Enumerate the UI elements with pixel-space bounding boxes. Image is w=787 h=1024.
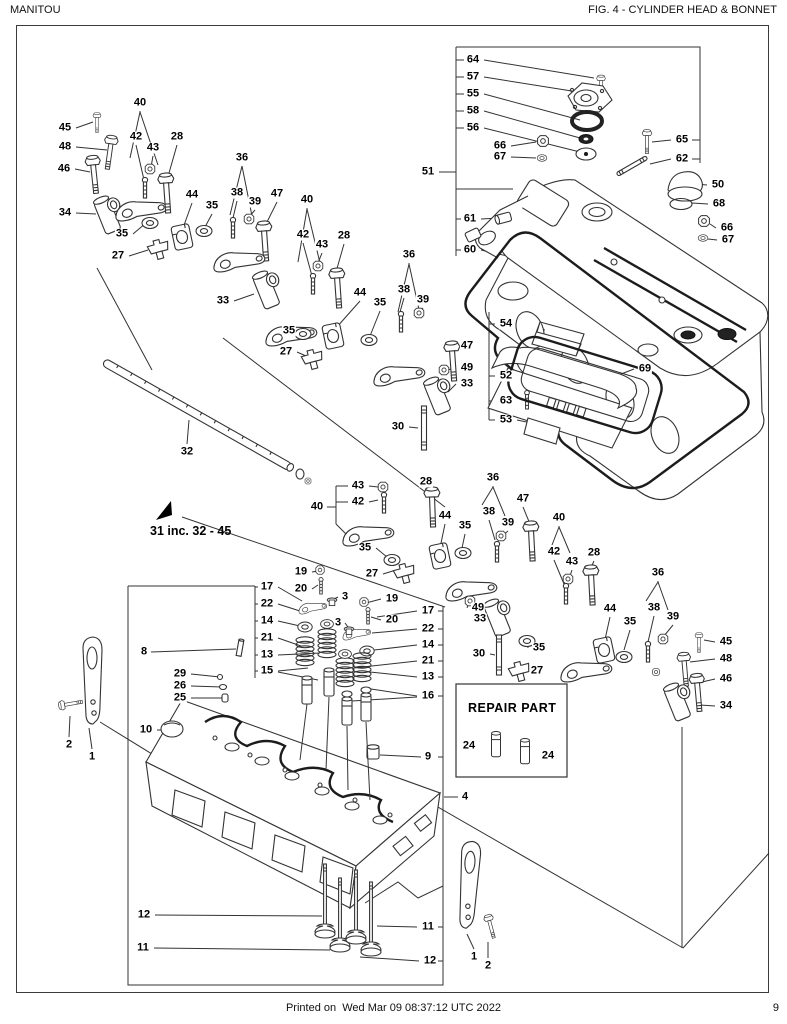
callout-43: 43	[146, 141, 160, 154]
callout-42: 42	[129, 130, 143, 143]
callout-28: 28	[419, 475, 433, 488]
callout-67: 67	[493, 150, 507, 163]
callout-38: 38	[647, 601, 661, 614]
callout-11: 11	[137, 941, 149, 954]
callout-40: 40	[300, 193, 314, 206]
callout-69: 69	[638, 362, 652, 375]
callout-47: 47	[270, 187, 284, 200]
callout-56: 56	[466, 121, 480, 134]
callout-35: 35	[458, 519, 472, 532]
callout-26: 26	[173, 679, 187, 692]
callout-66: 66	[720, 221, 734, 234]
assembly-note: 31 inc. 32 - 45	[150, 524, 232, 538]
callout-8: 8	[140, 645, 148, 658]
callout-60: 60	[463, 243, 477, 256]
callout-22: 22	[260, 597, 274, 610]
callout-2: 2	[65, 738, 73, 751]
callout-36: 36	[235, 151, 249, 164]
callout-33: 33	[473, 612, 487, 625]
callout-42: 42	[296, 228, 310, 241]
callout-15: 15	[260, 664, 274, 677]
callout-35: 35	[205, 199, 219, 212]
callout-45: 45	[58, 121, 72, 134]
callout-43: 43	[565, 555, 579, 568]
callout-39: 39	[416, 293, 430, 306]
callout-44: 44	[438, 509, 452, 522]
callout-35: 35	[358, 541, 372, 554]
callout-24: 24	[541, 749, 555, 762]
callout-50: 50	[711, 178, 725, 191]
callout-36: 36	[651, 566, 665, 579]
printed-timestamp: Printed on Wed Mar 09 08:37:12 UTC 2022	[285, 1002, 502, 1014]
callout-19: 19	[385, 592, 399, 605]
callout-54: 54	[499, 317, 513, 330]
callout-36: 36	[402, 248, 416, 261]
callout-48: 48	[719, 652, 733, 665]
callout-20: 20	[385, 613, 399, 626]
callout-9: 9	[424, 750, 432, 763]
callout-33: 33	[460, 377, 474, 390]
callout-22: 22	[421, 622, 435, 635]
callout-53: 53	[499, 413, 513, 426]
callout-2: 2	[484, 959, 492, 972]
callout-46: 46	[719, 672, 733, 685]
callout-14: 14	[421, 638, 435, 651]
callout-44: 44	[185, 188, 199, 201]
callout-3: 3	[334, 616, 342, 629]
callout-63: 63	[499, 394, 513, 407]
callout-48: 48	[58, 140, 72, 153]
callout-17: 17	[260, 580, 274, 593]
brand-text: MANITOU	[10, 4, 61, 16]
callout-35: 35	[373, 296, 387, 309]
callout-39: 39	[248, 195, 262, 208]
callout-68: 68	[712, 197, 726, 210]
callout-47: 47	[516, 492, 530, 505]
callout-19: 19	[294, 565, 308, 578]
callout-25: 25	[173, 691, 187, 704]
callout-46: 46	[57, 162, 71, 175]
callout-43: 43	[351, 479, 365, 492]
callout-33: 33	[216, 294, 230, 307]
callout-42: 42	[351, 495, 365, 508]
callout-21: 21	[260, 631, 274, 644]
callout-49: 49	[460, 361, 474, 374]
callout-29: 29	[173, 667, 187, 680]
callout-17: 17	[421, 604, 435, 617]
callout-16: 16	[421, 689, 435, 702]
callout-49: 49	[471, 601, 485, 614]
callout-61: 61	[463, 212, 477, 225]
callout-42: 42	[547, 545, 561, 558]
callout-51: 51	[421, 165, 435, 178]
repair-part-title: REPAIR PART	[468, 701, 557, 715]
callout-65: 65	[675, 133, 689, 146]
page-number: 9	[772, 1002, 779, 1014]
callout-4: 4	[461, 790, 469, 803]
callout-38: 38	[482, 505, 496, 518]
callout-38: 38	[230, 186, 244, 199]
callout-14: 14	[260, 614, 274, 627]
callout-35: 35	[532, 641, 546, 654]
callout-13: 13	[421, 670, 435, 683]
callout-40: 40	[133, 96, 147, 109]
callout-39: 39	[666, 610, 680, 623]
callout-44: 44	[353, 286, 367, 299]
callout-12: 12	[423, 954, 437, 967]
callout-34: 34	[58, 206, 72, 219]
callout-10: 10	[139, 723, 153, 736]
callout-35: 35	[115, 227, 129, 240]
figure-title: FIG. 4 - CYLINDER HEAD & BONNET	[588, 4, 777, 16]
callout-58: 58	[466, 104, 480, 117]
callout-21: 21	[421, 654, 435, 667]
callout-3: 3	[341, 590, 349, 603]
callout-12: 12	[137, 908, 151, 921]
callout-62: 62	[675, 152, 689, 165]
callout-34: 34	[719, 699, 733, 712]
callout-35: 35	[282, 324, 296, 337]
callout-13: 13	[260, 648, 274, 661]
callout-28: 28	[170, 130, 184, 143]
callout-67: 67	[721, 233, 735, 246]
callout-64: 64	[466, 53, 480, 66]
callout-28: 28	[587, 546, 601, 559]
callout-45: 45	[719, 635, 733, 648]
callout-39: 39	[501, 516, 515, 529]
callout-44: 44	[603, 602, 617, 615]
callout-55: 55	[466, 87, 480, 100]
callout-32: 32	[180, 445, 194, 458]
callout-47: 47	[460, 339, 474, 352]
callout-27: 27	[530, 664, 544, 677]
callout-11: 11	[422, 920, 434, 933]
callout-24: 24	[462, 739, 476, 752]
callout-27: 27	[365, 567, 379, 580]
callout-27: 27	[279, 345, 293, 358]
callout-36: 36	[486, 471, 500, 484]
callout-40: 40	[552, 511, 566, 524]
callout-20: 20	[294, 582, 308, 595]
callout-1: 1	[470, 950, 478, 963]
callout-40: 40	[310, 500, 324, 513]
callout-1: 1	[88, 750, 96, 763]
callout-57: 57	[466, 70, 480, 83]
callout-66: 66	[493, 139, 507, 152]
callout-35: 35	[623, 615, 637, 628]
callout-30: 30	[391, 420, 405, 433]
callout-43: 43	[315, 238, 329, 251]
callout-52: 52	[499, 369, 513, 382]
callout-28: 28	[337, 229, 351, 242]
callout-27: 27	[111, 249, 125, 262]
callout-30: 30	[472, 647, 486, 660]
callout-38: 38	[397, 283, 411, 296]
